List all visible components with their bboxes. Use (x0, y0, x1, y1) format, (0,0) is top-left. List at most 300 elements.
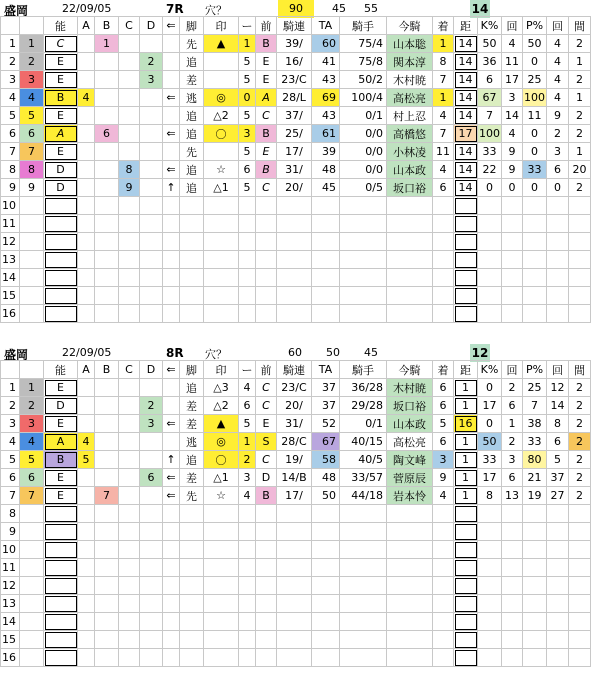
prediction-mark-cell (204, 143, 239, 161)
column-header-k-percent: K% (478, 17, 502, 35)
count-a-cell: 6 (502, 397, 523, 415)
row-number-cell: 11 (1, 559, 20, 577)
k-percent-cell (478, 197, 502, 215)
mark-arrow-cell (163, 505, 180, 523)
count-a-cell (502, 559, 523, 577)
prediction-mark-cell (204, 53, 239, 71)
distance-cell (454, 523, 478, 541)
table-row (1, 631, 591, 649)
header-value-b: 50 (326, 346, 340, 359)
rank-a-cell (78, 215, 95, 233)
row-number-cell: 13 (1, 595, 20, 613)
rank-b-cell (95, 505, 119, 523)
table-row (1, 161, 591, 179)
finish-cell (433, 595, 454, 613)
p-percent-cell (523, 197, 547, 215)
k-percent-cell: 8 (478, 487, 502, 505)
row-number-cell: 8 (1, 505, 20, 523)
interval-cell (569, 251, 591, 269)
running-style-cell: 追 (180, 379, 204, 397)
jockey-link-cell: 16/ (277, 53, 312, 71)
table-row (1, 541, 591, 559)
running-style-cell (180, 197, 204, 215)
rank-a-cell (78, 649, 95, 667)
dash-col-cell (239, 649, 256, 667)
gate-number-cell: 4 (20, 89, 44, 107)
row-number-cell: 14 (1, 269, 20, 287)
rank-c-cell (119, 649, 140, 667)
dash-col-cell (239, 595, 256, 613)
column-header-ta-index: TA (312, 361, 340, 379)
column-header-running-style: 脚 (180, 17, 204, 35)
rank-d-cell (140, 215, 163, 233)
rank-d-cell (140, 505, 163, 523)
rank-b-cell (95, 215, 119, 233)
gate-number-cell (20, 505, 44, 523)
row-number-cell: 16 (1, 305, 20, 323)
jockey-link-cell: 31/ (277, 161, 312, 179)
gate-number-cell (20, 631, 44, 649)
gate-number-cell: 3 (20, 71, 44, 89)
prediction-mark-cell (204, 631, 239, 649)
distance-cell: 1 (454, 433, 478, 451)
current-jockey-cell (387, 505, 433, 523)
count-b-cell: 0 (547, 179, 569, 197)
current-jockey-cell (387, 649, 433, 667)
count-a-cell: 3 (502, 451, 523, 469)
rank-c-cell (119, 143, 140, 161)
ta-index-cell: 69 (312, 89, 340, 107)
header-value-b: 45 (332, 2, 346, 15)
running-style-cell (180, 233, 204, 251)
distance-cell: 1 (454, 469, 478, 487)
prev-position-cell: C (256, 107, 277, 125)
table-row (1, 649, 591, 667)
count-a-cell: 2 (502, 433, 523, 451)
current-jockey-cell (387, 233, 433, 251)
running-style-cell: 差 (180, 469, 204, 487)
ability-rank-cell (44, 305, 78, 323)
jockey-link-cell: 23/C (277, 71, 312, 89)
count-a-cell: 3 (502, 89, 523, 107)
ta-index-cell: 50 (312, 487, 340, 505)
p-percent-cell: 25 (523, 71, 547, 89)
rank-b-cell (95, 161, 119, 179)
count-b-cell (547, 215, 569, 233)
jockey-stats-cell (340, 287, 387, 305)
table-row (1, 469, 591, 487)
ability-rank-cell (44, 251, 78, 269)
rank-b-cell: 1 (95, 35, 119, 53)
distance-cell: 14 (454, 53, 478, 71)
interval-cell (569, 197, 591, 215)
row-number-cell: 4 (1, 89, 20, 107)
rank-a-cell (78, 415, 95, 433)
rank-d-cell (140, 269, 163, 287)
ta-index-cell (312, 269, 340, 287)
dash-col-cell: 4 (239, 487, 256, 505)
running-style-cell (180, 541, 204, 559)
distance-cell (454, 287, 478, 305)
mark-arrow-cell (163, 233, 180, 251)
rank-a-cell: 4 (78, 433, 95, 451)
count-b-cell: 4 (547, 71, 569, 89)
mark-arrow-cell (163, 107, 180, 125)
table-row (1, 523, 591, 541)
finish-cell (433, 287, 454, 305)
finish-cell: 5 (433, 415, 454, 433)
current-jockey-cell (387, 287, 433, 305)
mark-arrow-cell (163, 577, 180, 595)
rank-c-cell (119, 35, 140, 53)
ability-rank-cell (44, 577, 78, 595)
ta-index-cell: 43 (312, 107, 340, 125)
rank-a-cell: 4 (78, 89, 95, 107)
p-percent-cell: 25 (523, 379, 547, 397)
k-percent-cell (478, 215, 502, 233)
rank-b-cell: 7 (95, 487, 119, 505)
p-percent-cell (523, 523, 547, 541)
mark-arrow-cell: ⇐ (163, 415, 180, 433)
header-value-c: 55 (364, 2, 378, 15)
ta-index-cell: 48 (312, 469, 340, 487)
table-row (1, 415, 591, 433)
column-header-prev-position: 前 (256, 361, 277, 379)
gate-number-cell (20, 233, 44, 251)
jockey-stats-cell: 0/0 (340, 161, 387, 179)
running-style-cell (180, 523, 204, 541)
finish-cell (433, 215, 454, 233)
dash-col-cell (239, 631, 256, 649)
prev-position-cell: C (256, 179, 277, 197)
running-style-cell (180, 287, 204, 305)
interval-cell (569, 505, 591, 523)
prev-position-cell (256, 613, 277, 631)
running-style-cell: 先 (180, 143, 204, 161)
interval-cell: 20 (569, 161, 591, 179)
mark-arrow-cell (163, 287, 180, 305)
column-header-gate-number (20, 361, 44, 379)
column-header-mark-arrow: ⇐ (163, 361, 180, 379)
rank-b-cell (95, 613, 119, 631)
distance-cell (454, 197, 478, 215)
rank-d-cell: 6 (140, 469, 163, 487)
count-b-cell: 37 (547, 469, 569, 487)
column-header-rank-a: A (78, 17, 95, 35)
jockey-stats-cell: 33/57 (340, 469, 387, 487)
interval-cell (569, 215, 591, 233)
mark-arrow-cell (163, 433, 180, 451)
interval-cell: 2 (569, 433, 591, 451)
column-header-row (1, 361, 591, 379)
rank-b-cell (95, 89, 119, 107)
finish-cell (433, 197, 454, 215)
finish-cell: 6 (433, 397, 454, 415)
rank-c-cell (119, 71, 140, 89)
prev-position-cell (256, 269, 277, 287)
dash-col-cell: 5 (239, 415, 256, 433)
finish-cell: 3 (433, 451, 454, 469)
ta-index-cell: 39 (312, 143, 340, 161)
prediction-mark-cell (204, 577, 239, 595)
jockey-stats-cell (340, 559, 387, 577)
ability-rank-cell (44, 595, 78, 613)
count-b-cell (547, 287, 569, 305)
interval-cell: 2 (569, 179, 591, 197)
rank-d-cell: 3 (140, 415, 163, 433)
table-row (1, 143, 591, 161)
column-header-current-jockey: 今騎 (387, 361, 433, 379)
row-number-cell: 6 (1, 469, 20, 487)
distance-cell (454, 305, 478, 323)
gate-number-cell: 5 (20, 107, 44, 125)
distance-cell: 1 (454, 487, 478, 505)
rank-d-cell (140, 89, 163, 107)
column-header-jockey-stats: 騎手 (340, 361, 387, 379)
count-a-cell: 13 (502, 487, 523, 505)
current-jockey-cell: 菅原辰 (387, 469, 433, 487)
rank-d-cell (140, 613, 163, 631)
rank-d-cell (140, 143, 163, 161)
ability-rank-cell: D (44, 179, 78, 197)
count-b-cell: 8 (547, 415, 569, 433)
rank-c-cell (119, 89, 140, 107)
column-header-dash-col: ー (239, 17, 256, 35)
count-a-cell (502, 613, 523, 631)
jockey-link-cell (277, 613, 312, 631)
rank-b-cell (95, 179, 119, 197)
ta-index-cell: 58 (312, 451, 340, 469)
ability-rank-cell: D (44, 161, 78, 179)
jockey-link-cell (277, 577, 312, 595)
header-value-c: 45 (364, 346, 378, 359)
ta-index-cell (312, 559, 340, 577)
interval-cell (569, 541, 591, 559)
prev-position-cell (256, 649, 277, 667)
jockey-link-cell: 28/L (277, 89, 312, 107)
running-style-cell: 差 (180, 397, 204, 415)
ta-index-cell: 67 (312, 433, 340, 451)
ability-rank-cell (44, 649, 78, 667)
prediction-mark-cell: ▲ (204, 415, 239, 433)
table-row (1, 71, 591, 89)
current-jockey-cell: 村上忍 (387, 107, 433, 125)
race-number: 7R (166, 2, 184, 16)
ta-index-cell (312, 523, 340, 541)
rank-a-cell (78, 305, 95, 323)
rank-a-cell (78, 107, 95, 125)
jockey-stats-cell: 75/4 (340, 35, 387, 53)
column-header-finish: 着 (433, 361, 454, 379)
jockey-stats-cell: 100/4 (340, 89, 387, 107)
prev-position-cell: D (256, 469, 277, 487)
rank-d-cell (140, 631, 163, 649)
prev-position-cell (256, 197, 277, 215)
dash-col-cell (239, 233, 256, 251)
prediction-mark-cell (204, 287, 239, 305)
dash-col-cell: 1 (239, 35, 256, 53)
interval-cell: 1 (569, 143, 591, 161)
gate-number-cell: 7 (20, 143, 44, 161)
rank-c-cell (119, 215, 140, 233)
jockey-link-cell (277, 233, 312, 251)
running-style-cell: 先 (180, 35, 204, 53)
rank-b-cell (95, 631, 119, 649)
rank-d-cell (140, 161, 163, 179)
current-jockey-cell (387, 523, 433, 541)
distance-cell (454, 613, 478, 631)
rank-a-cell (78, 161, 95, 179)
gate-number-cell (20, 541, 44, 559)
jockey-stats-cell (340, 541, 387, 559)
finish-cell: 1 (433, 35, 454, 53)
interval-cell: 1 (569, 89, 591, 107)
jockey-stats-cell (340, 233, 387, 251)
mark-arrow-cell (163, 379, 180, 397)
prev-position-cell: B (256, 487, 277, 505)
gate-number-cell: 5 (20, 451, 44, 469)
k-percent-cell (478, 251, 502, 269)
p-percent-cell (523, 631, 547, 649)
rank-a-cell (78, 251, 95, 269)
p-percent-cell: 38 (523, 415, 547, 433)
count-a-cell (502, 523, 523, 541)
mark-arrow-cell (163, 251, 180, 269)
k-percent-cell (478, 305, 502, 323)
finish-cell (433, 269, 454, 287)
column-header-row-number (1, 17, 20, 35)
jockey-link-cell: 25/ (277, 125, 312, 143)
count-b-cell: 27 (547, 487, 569, 505)
jockey-stats-cell: 0/1 (340, 415, 387, 433)
row-number-cell: 5 (1, 451, 20, 469)
current-jockey-cell (387, 215, 433, 233)
row-number-cell: 8 (1, 161, 20, 179)
mark-arrow-cell (163, 649, 180, 667)
mark-arrow-cell: ↑ (163, 179, 180, 197)
count-b-cell (547, 251, 569, 269)
interval-cell: 1 (569, 53, 591, 71)
running-style-cell: 追 (180, 107, 204, 125)
current-jockey-cell (387, 577, 433, 595)
ability-rank-cell: E (44, 469, 78, 487)
jockey-link-cell (277, 251, 312, 269)
dash-col-cell: 3 (239, 125, 256, 143)
rank-a-cell (78, 287, 95, 305)
table-row (1, 397, 591, 415)
interval-cell (569, 269, 591, 287)
jockey-link-cell (277, 305, 312, 323)
rank-a-cell (78, 71, 95, 89)
rank-b-cell (95, 71, 119, 89)
count-b-cell (547, 197, 569, 215)
finish-cell (433, 577, 454, 595)
race-table (0, 16, 591, 323)
row-number-cell: 6 (1, 125, 20, 143)
distance-cell: 14 (454, 89, 478, 107)
row-number-cell: 1 (1, 379, 20, 397)
table-row (1, 487, 591, 505)
dash-col-cell: 0 (239, 89, 256, 107)
column-header-rank-a: A (78, 361, 95, 379)
rank-a-cell (78, 197, 95, 215)
k-percent-cell: 50 (478, 433, 502, 451)
ta-index-cell (312, 631, 340, 649)
interval-cell (569, 523, 591, 541)
ability-rank-cell: A (44, 125, 78, 143)
jockey-stats-cell (340, 595, 387, 613)
rank-c-cell (119, 125, 140, 143)
interval-cell: 2 (569, 107, 591, 125)
count-a-cell: 14 (502, 107, 523, 125)
count-a-cell: 1 (502, 415, 523, 433)
rank-b-cell: 6 (95, 125, 119, 143)
count-b-cell: 2 (547, 125, 569, 143)
row-number-cell: 13 (1, 251, 20, 269)
date-label: 22/09/05 (62, 2, 112, 15)
row-number-cell: 3 (1, 415, 20, 433)
column-header-count-b: 回 (547, 17, 569, 35)
rank-b-cell (95, 415, 119, 433)
finish-cell: 7 (433, 71, 454, 89)
prediction-mark-cell (204, 215, 239, 233)
row-number-cell: 3 (1, 71, 20, 89)
running-style-cell: 先 (180, 487, 204, 505)
count-a-cell: 11 (502, 53, 523, 71)
finish-cell: 9 (433, 469, 454, 487)
rank-d-cell (140, 305, 163, 323)
gate-number-cell (20, 595, 44, 613)
count-b-cell (547, 649, 569, 667)
prediction-mark-cell (204, 541, 239, 559)
rank-d-cell (140, 649, 163, 667)
running-style-cell: 追 (180, 161, 204, 179)
count-a-cell: 4 (502, 35, 523, 53)
jockey-link-cell (277, 631, 312, 649)
count-a-cell (502, 233, 523, 251)
current-jockey-cell: 木村暁 (387, 379, 433, 397)
distance-cell (454, 505, 478, 523)
rank-d-cell (140, 541, 163, 559)
jockey-stats-cell (340, 631, 387, 649)
rank-b-cell (95, 541, 119, 559)
mark-arrow-cell (163, 53, 180, 71)
jockey-link-cell: 28/C (277, 433, 312, 451)
prediction-mark-cell (204, 613, 239, 631)
table-row (1, 89, 591, 107)
prev-position-cell: A (256, 89, 277, 107)
count-b-cell: 5 (547, 451, 569, 469)
ability-rank-cell (44, 215, 78, 233)
rank-b-cell (95, 379, 119, 397)
prev-position-cell: E (256, 53, 277, 71)
rank-b-cell (95, 559, 119, 577)
rank-c-cell (119, 577, 140, 595)
prev-position-cell (256, 505, 277, 523)
jockey-stats-cell: 75/8 (340, 53, 387, 71)
p-percent-cell: 0 (523, 125, 547, 143)
mark-arrow-cell (163, 305, 180, 323)
count-b-cell (547, 595, 569, 613)
k-percent-cell: 0 (478, 179, 502, 197)
interval-cell: 2 (569, 397, 591, 415)
interval-cell (569, 613, 591, 631)
dash-col-cell (239, 287, 256, 305)
current-jockey-cell: 陶文峰 (387, 451, 433, 469)
rank-b-cell (95, 251, 119, 269)
jockey-link-cell: 23/C (277, 379, 312, 397)
rank-b-cell (95, 269, 119, 287)
